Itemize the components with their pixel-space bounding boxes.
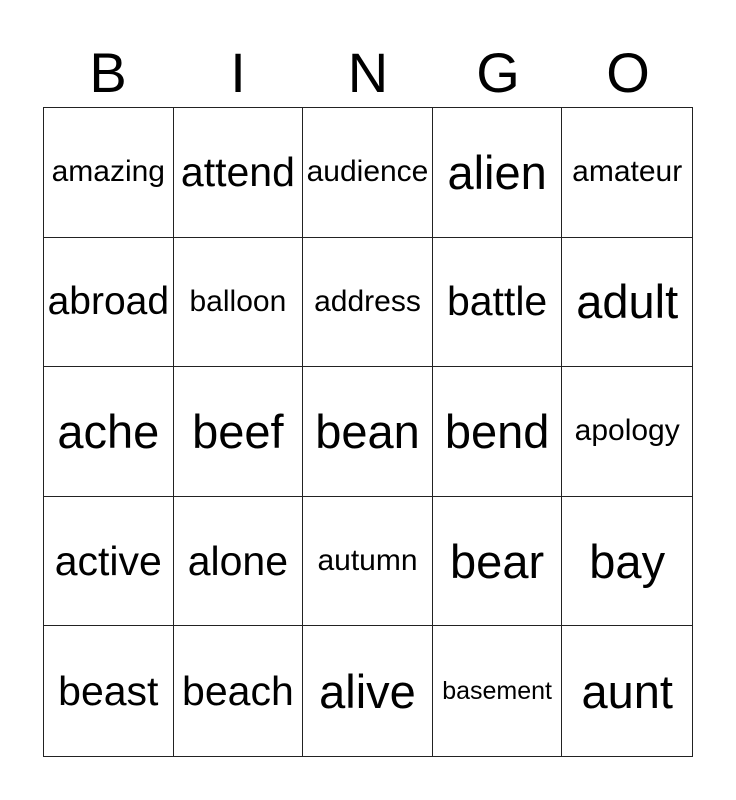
header-letter-g: G [476, 41, 520, 104]
bingo-cell[interactable] [174, 238, 304, 368]
cell-word: active [54, 537, 162, 584]
bingo-cell[interactable] [562, 626, 692, 756]
bingo-cell[interactable] [174, 367, 304, 497]
bingo-cell[interactable] [303, 497, 433, 627]
cell-word: beach [182, 667, 294, 714]
cell-word: ache [57, 404, 160, 458]
cell-word: adult [576, 275, 679, 329]
cell-word: autumn [317, 544, 418, 578]
bingo-cell[interactable] [44, 497, 174, 627]
cell-word: bear [450, 534, 545, 588]
header-letter-b: B [89, 41, 127, 104]
cell-word: bay [589, 534, 666, 588]
cell-word: amazing [51, 155, 165, 189]
bingo-cell[interactable] [433, 367, 563, 497]
bingo-grid [43, 107, 693, 757]
bingo-cell[interactable] [44, 108, 174, 238]
cell-word: beef [192, 404, 284, 458]
cell-word: aunt [581, 664, 673, 718]
bingo-cell[interactable] [562, 238, 692, 368]
cell-word: beast [58, 667, 159, 714]
bingo-cell[interactable] [303, 367, 433, 497]
bingo-cell[interactable] [44, 367, 174, 497]
cell-word: alive [319, 664, 416, 718]
header-letter-o: O [606, 41, 650, 104]
bingo-cell[interactable] [433, 626, 563, 756]
bingo-cell[interactable] [433, 108, 563, 238]
bingo-cell[interactable] [562, 108, 692, 238]
cell-word: audience [306, 155, 429, 189]
cell-word: alone [187, 537, 289, 584]
bingo-cell[interactable] [303, 238, 433, 368]
bingo-cell[interactable] [303, 626, 433, 756]
bingo-header [43, 40, 693, 106]
cell-word: apology [574, 414, 680, 448]
cell-word: battle [446, 278, 548, 325]
bingo-cell[interactable] [562, 497, 692, 627]
bingo-cell[interactable] [303, 108, 433, 238]
bingo-cell[interactable] [433, 238, 563, 368]
bingo-cell[interactable] [433, 497, 563, 627]
cell-word: attend [180, 148, 295, 195]
header-letter-n: N [347, 41, 389, 104]
cell-word: bend [444, 404, 550, 458]
cell-word: bean [315, 404, 420, 458]
bingo-cell[interactable] [562, 367, 692, 497]
cell-word: address [314, 284, 421, 318]
bingo-cell[interactable] [174, 108, 304, 238]
cell-word: alien [447, 145, 547, 199]
cell-word: balloon [189, 284, 287, 318]
bingo-cell[interactable] [44, 238, 174, 368]
cell-word: amateur [572, 155, 683, 189]
cell-word: abroad [47, 280, 170, 324]
bingo-cell[interactable] [174, 497, 304, 627]
bingo-cell[interactable] [174, 626, 304, 756]
bingo-cell[interactable] [44, 626, 174, 756]
cell-word: basement [442, 676, 552, 705]
header-letter-i: I [230, 41, 246, 104]
